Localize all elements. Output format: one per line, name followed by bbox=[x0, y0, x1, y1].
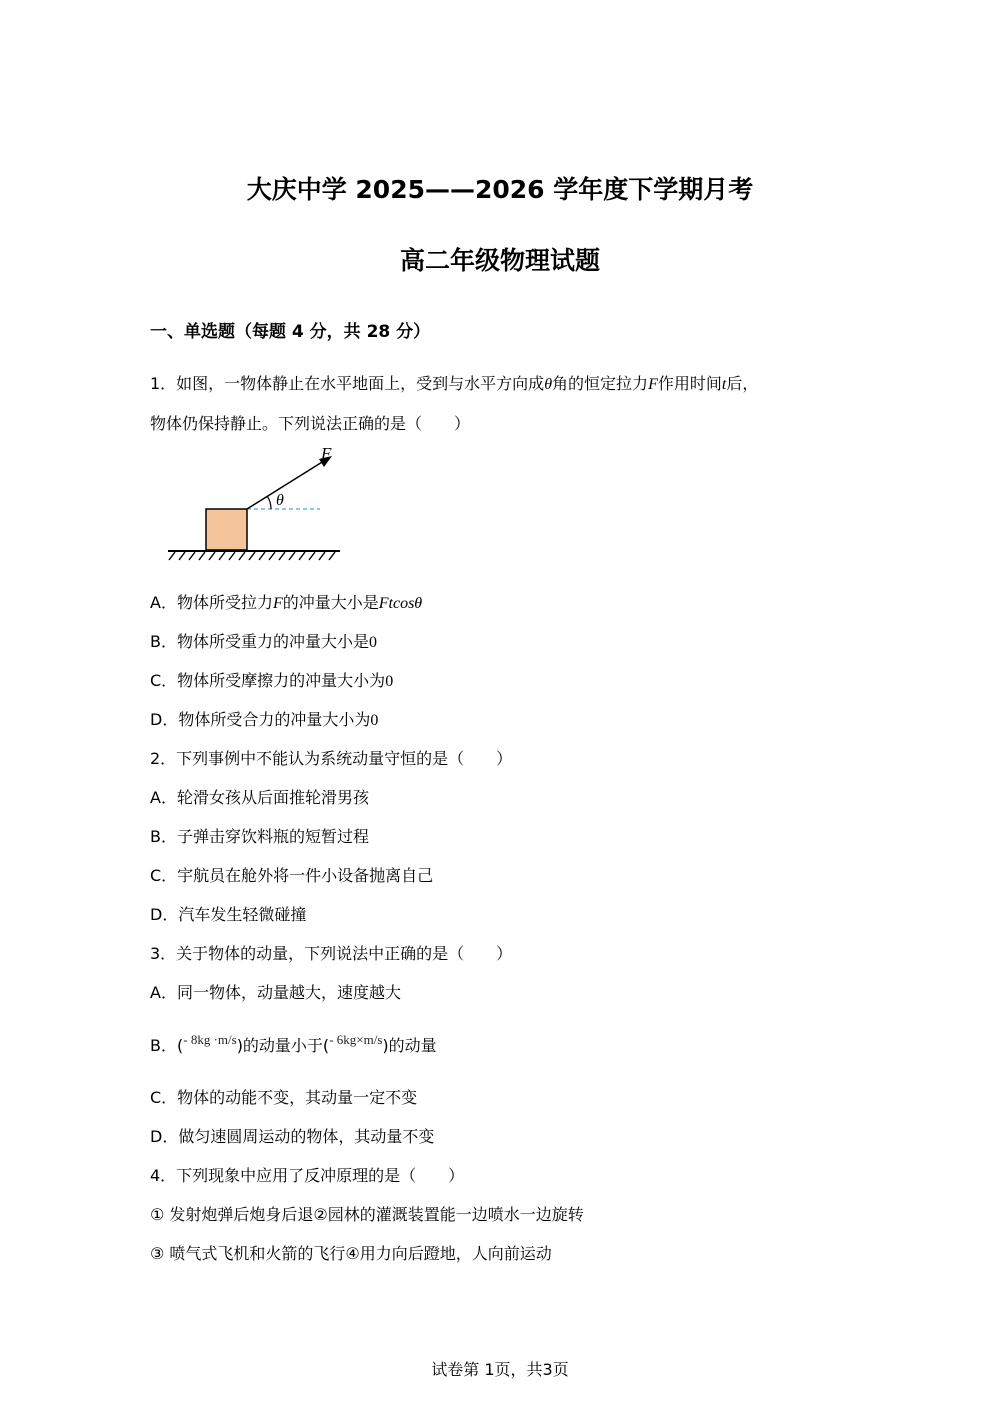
q1-option-a-force: F bbox=[272, 595, 283, 612]
q4-stem: 4．下列现象中应用了反冲原理的是（ ） bbox=[150, 1166, 465, 1185]
angle-label: θ bbox=[276, 492, 284, 509]
q3-option-d: D．做匀速圆周运动的物体，其动量不变 bbox=[150, 1127, 435, 1146]
q1-option-c bbox=[150, 668, 393, 691]
q3-option-b-text-c: )的动量 bbox=[382, 1036, 437, 1055]
q1-option-b-text: B．物体所受重力的冲量大小是 bbox=[150, 632, 369, 651]
q3-option-b-text-b: )的动量小于( bbox=[236, 1036, 330, 1055]
q1-option-a-text-b: 的冲量大小是 bbox=[282, 593, 379, 612]
q3-option-b-text-a: B．( bbox=[150, 1036, 184, 1055]
q1-option-a-expression: Ftcosθ bbox=[378, 595, 423, 612]
page-footer: 试卷第 1页，共3页 bbox=[431, 1360, 569, 1379]
q2-option-d: D．汽车发生轻微碰撞 bbox=[150, 905, 307, 924]
q1-option-a bbox=[150, 590, 422, 613]
q3-option-b bbox=[150, 1033, 437, 1056]
q1-figure bbox=[165, 442, 345, 564]
q1-stem-line2: 物体仍保持静止。下列说法正确的是（ ） bbox=[150, 414, 471, 433]
q3-stem: 3．关于物体的动量，下列说法中正确的是（ ） bbox=[150, 944, 513, 963]
q1-text-d: 后， bbox=[726, 374, 759, 393]
q2-option-b: B．子弹击穿饮料瓶的短暂过程 bbox=[150, 827, 369, 846]
q1-time-symbol: t bbox=[721, 376, 727, 393]
q3-option-c: C．物体的动能不变，其动量一定不变 bbox=[150, 1088, 418, 1107]
q2-option-a: A．轮滑女孩从后面推轮滑男孩 bbox=[150, 788, 369, 807]
block bbox=[206, 509, 247, 550]
q4-items-line1: ① 发射炮弹后炮身后退②园林的灌溉装置能一边喷水一边旋转 bbox=[150, 1205, 584, 1224]
q1-force-symbol: F bbox=[648, 376, 658, 393]
ground-hatching bbox=[169, 552, 335, 560]
q2-stem: 2．下列事例中不能认为系统动量守恒的是（ ） bbox=[150, 749, 513, 768]
q1-theta: θ bbox=[544, 376, 553, 393]
q1-option-b-value: 0 bbox=[368, 634, 377, 651]
q3-option-b-momentum-1: - 8kg ·m/s bbox=[183, 1032, 237, 1047]
q1-option-c-text: C．物体所受摩擦力的冲量大小为 bbox=[150, 671, 386, 690]
q1-text-c: 作用时间 bbox=[657, 374, 722, 393]
q3-option-b-momentum-2: - 6kg×m/s bbox=[329, 1032, 383, 1047]
q1-option-a-text: A．物体所受拉力 bbox=[150, 593, 273, 612]
exam-title: 大庆中学 2025——2026 学年度下学期月考 bbox=[246, 175, 754, 204]
q1-text-b: 角的恒定拉力 bbox=[552, 374, 649, 393]
q4-items-line2: ③ 喷气式飞机和火箭的飞行④用力向后蹬地，人向前运动 bbox=[150, 1244, 552, 1263]
q1-option-d-value: 0 bbox=[370, 712, 379, 729]
q1-option-b bbox=[150, 629, 377, 652]
q1-stem-line1 bbox=[150, 371, 758, 394]
q1-option-d-text: D．物体所受合力的冲量大小为 bbox=[150, 710, 371, 729]
exam-subtitle: 高二年级物理试题 bbox=[399, 246, 600, 275]
force-label: F bbox=[321, 444, 332, 463]
angle-arc bbox=[267, 496, 271, 509]
q1-option-d bbox=[150, 707, 378, 730]
q1-text-a: 1．如图，一物体静止在水平地面上，受到与水平方向成 bbox=[150, 374, 545, 393]
q1-option-c-value: 0 bbox=[385, 673, 394, 690]
q2-option-c: C．宇航员在舱外将一件小设备抛离自己 bbox=[150, 866, 434, 885]
section-title: 一、单选题（每题 4 分，共 28 分） bbox=[150, 322, 431, 342]
force-arrow-shaft bbox=[247, 459, 327, 509]
q3-option-a: A．同一物体，动量越大，速度越大 bbox=[150, 983, 401, 1002]
